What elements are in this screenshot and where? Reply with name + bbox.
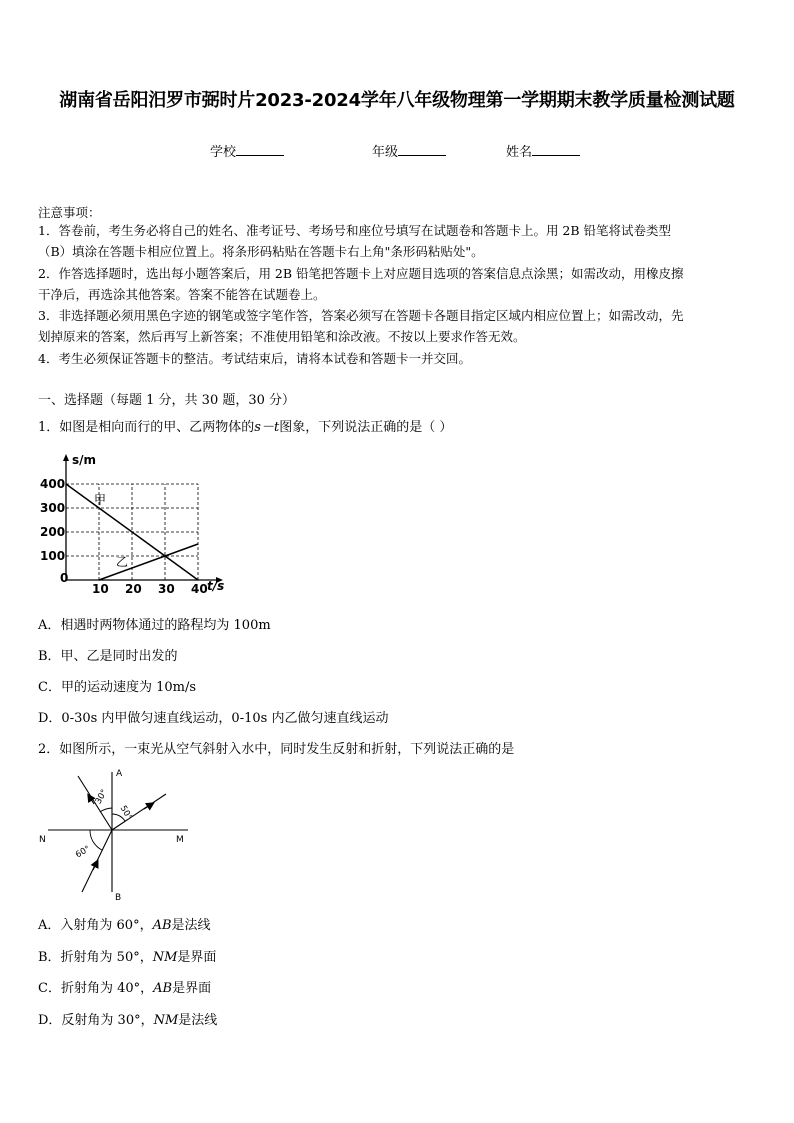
notice-line: （B）填涂在答题卡相应位置上。将条形码粘贴在答题卡右上角"条形码粘贴处"。 <box>38 244 484 260</box>
q2-option-d-prefix: D．反射角为 30°， <box>38 1013 154 1028</box>
x-tick-label: 20 <box>125 582 142 596</box>
series-line-yi <box>99 544 198 580</box>
notice-line: 划掉原来的答案，然后再写上新答案；不准使用铅笔和涂改液。不按以上要求作答无效。 <box>38 329 526 345</box>
q2-option-d-var: NM <box>153 1013 179 1028</box>
x-axis-label: t/s <box>207 579 225 593</box>
grade-blank <box>398 143 446 156</box>
y-axis-label: s/m <box>72 453 97 467</box>
label-a: A <box>116 769 123 779</box>
series-label-yi: 乙 <box>116 555 129 569</box>
q2-option-b-prefix: B．折射角为 50°， <box>38 950 153 965</box>
school-label: 学校 <box>210 145 237 160</box>
y-axis-arrow <box>63 454 69 461</box>
y-tick-label: 100 <box>40 549 66 563</box>
q2-option-b <box>38 946 216 965</box>
y-tick-label: 200 <box>40 525 66 539</box>
section-title: 一、选择题（每题 1 分，共 30 题，30 分） <box>38 393 296 408</box>
grade-field <box>372 141 446 160</box>
angle-50: 50° <box>117 804 134 823</box>
incident-ray <box>82 830 112 892</box>
notice-line: 1．答卷前，考生务必将自己的姓名、准考证号、考场号和座位号填写在试题卷和答题卡上。用 2B 铅笔将试卷类型 <box>38 223 672 238</box>
st-graph <box>30 448 230 608</box>
y-tick-label: 300 <box>40 501 66 515</box>
notice-list <box>38 220 758 369</box>
x-tick-label: 40 <box>191 582 208 596</box>
q1-option-d: D．0-30s 内甲做匀速直线运动，0-10s 内乙做匀速直线运动 <box>38 711 389 726</box>
q1-stem-var: s－t <box>254 420 280 435</box>
notice-line: 2．作答选择题时，选出每小题答案后，用 2B 铅笔把答题卡上对应题目选项的答案信息点涂黑；如需改动，用橡皮擦 <box>38 265 684 281</box>
label-m: M <box>176 835 184 845</box>
q1-option-c: C．甲的运动速度为 10m/s <box>38 680 196 695</box>
x-tick-label: 30 <box>158 582 175 596</box>
notice-line: 4．考生必须保证答题卡的整洁。考试结束后，请将本试卷和答题卡一并交回。 <box>38 350 471 366</box>
question-1-stem <box>38 416 452 435</box>
label-n: N <box>39 835 46 845</box>
notice-heading: 注意事项： <box>38 205 101 220</box>
angle-60: 60° <box>74 844 93 861</box>
name-label: 姓名 <box>506 145 533 160</box>
q2-option-c <box>38 977 211 996</box>
x-tick-label: 0 <box>60 571 69 585</box>
q2-option-d-suffix: 是法线 <box>178 1013 218 1028</box>
q2-option-c-prefix: C．折射角为 40°， <box>38 981 154 996</box>
reflected-ray <box>78 776 112 830</box>
q2-option-b-suffix: 是界面 <box>177 950 217 965</box>
chart-ticks <box>40 477 208 596</box>
grade-label: 年级 <box>372 145 399 160</box>
q1-option-b: B．甲、乙是同时出发的 <box>38 649 178 664</box>
name-field <box>506 141 580 160</box>
school-blank <box>236 143 284 156</box>
question-2-stem: 2．如图所示，一束光从空气斜射入水中，同时发生反射和折射，下列说法正确的是 <box>38 742 515 757</box>
y-tick-label: 400 <box>40 477 66 491</box>
notice-line: 干净后，再选涂其他答案。答案不能答在试题卷上。 <box>38 286 326 302</box>
label-b: B <box>115 893 122 903</box>
name-blank <box>532 143 580 156</box>
light-refraction-diagram <box>36 764 206 904</box>
q2-option-a-suffix: 是法线 <box>171 918 211 933</box>
q2-option-b-var: NM <box>152 950 178 965</box>
q2-option-c-suffix: 是界面 <box>172 981 212 996</box>
q2-option-d <box>38 1009 217 1028</box>
notice-line: 3．非选择题必须用黑色字迹的钢笔或签字笔作答，答案必须写在答题卡各题目指定区域内相应位置上；如需改动，先 <box>38 308 684 324</box>
q2-option-c-var: AB <box>153 981 173 996</box>
page-title: 湖南省岳阳汨罗市弼时片2023-2024学年八年级物理第一学期期末教学质量检测试题 <box>59 90 735 111</box>
q2-option-a-prefix: A．入射角为 60°， <box>38 918 153 933</box>
school-field <box>210 141 284 160</box>
series-label-jia: 甲 <box>94 493 107 507</box>
q1-stem-before: 1．如图是相向而行的甲、乙两物体的 <box>38 420 255 435</box>
q2-option-a-var: AB <box>152 918 172 933</box>
q2-option-a <box>38 914 211 933</box>
q1-option-a: A．相遇时两物体通过的路程均为 100m <box>38 618 271 633</box>
angle-30: 30° <box>93 787 110 806</box>
q1-stem-after: 图象，下列说法正确的是（ ） <box>279 420 453 435</box>
x-tick-label: 10 <box>92 582 109 596</box>
